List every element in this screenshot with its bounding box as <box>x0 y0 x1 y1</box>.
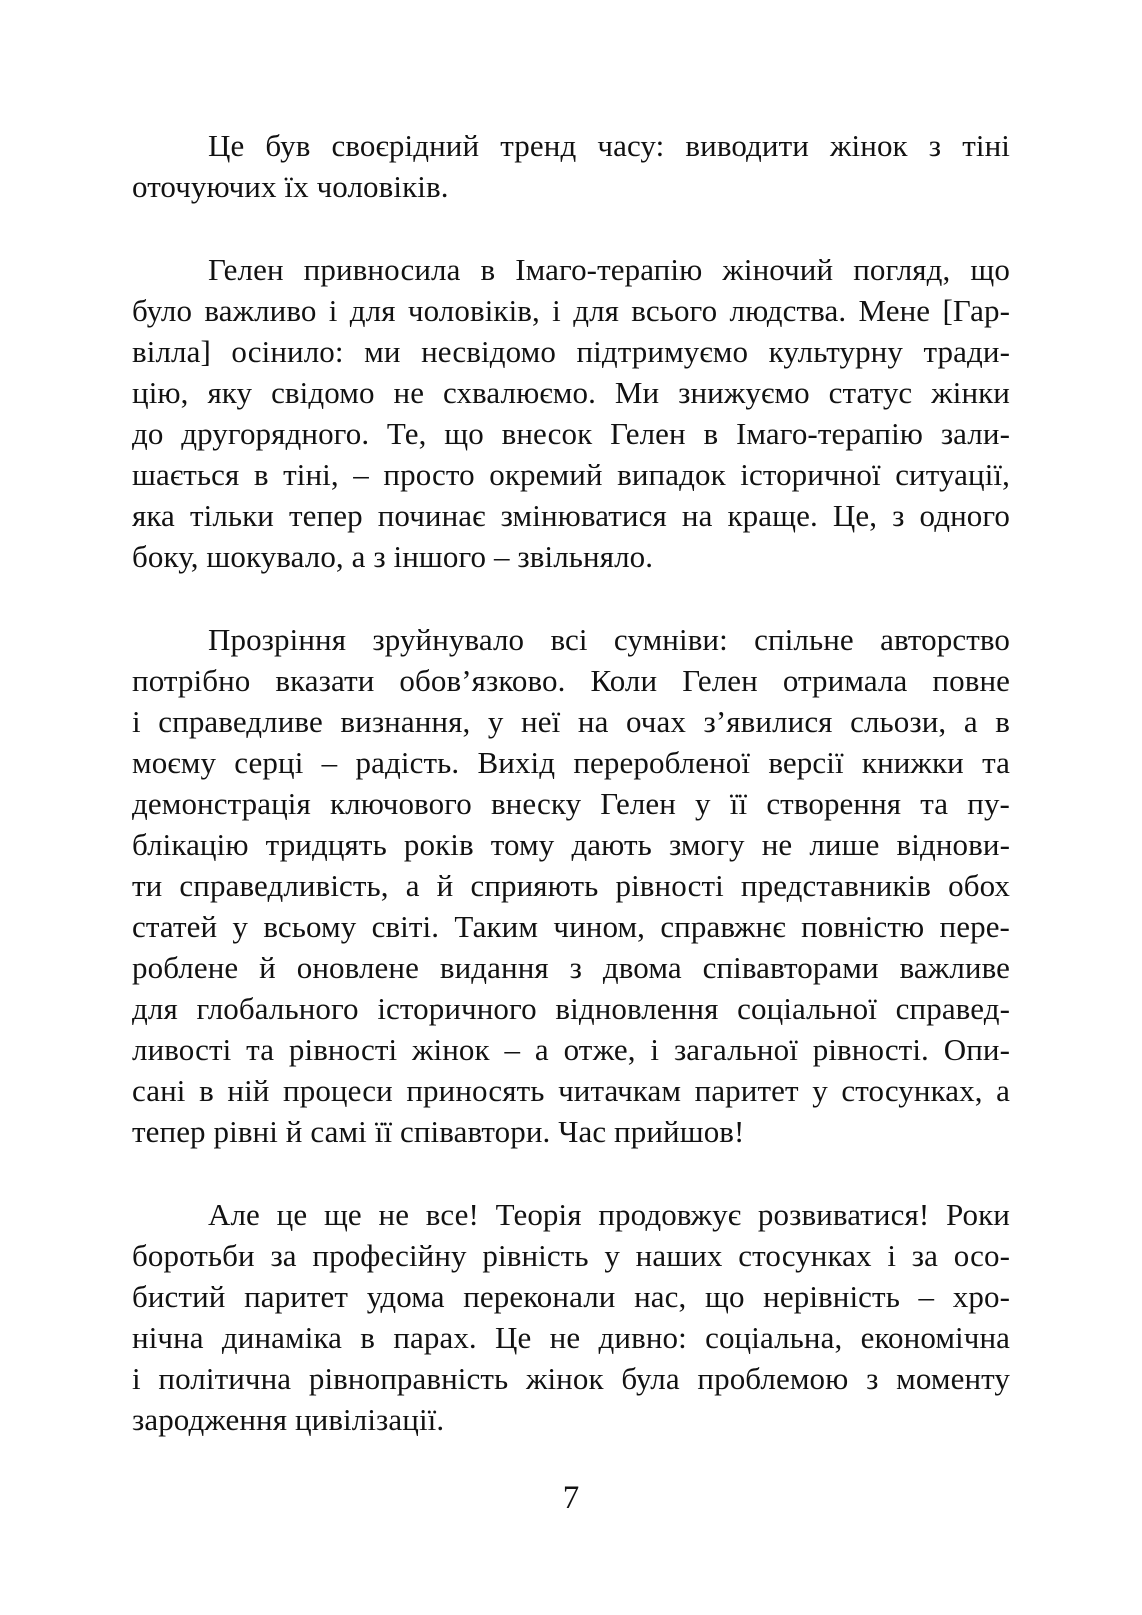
text-line: статей у всьому світі. Таким чином, справжнє повністю пере- <box>132 909 1010 944</box>
text-line: до другорядного. Те, що внесок Гелен в Імаго-терапію зали- <box>132 416 1010 451</box>
text-line: і справедливе визнання, у неї на очах з’явилися сльози, а в <box>132 704 1010 739</box>
paragraph <box>132 1194 1010 1440</box>
text-line: роблене й оновлене видання з двома співавторами важливе <box>132 950 1010 985</box>
text-line: цію, яку свідомо не схвалюємо. Ми знижуємо статус жінки <box>132 375 1010 410</box>
text-line: ливості та рівності жінок – а отже, і загальної рівності. Опи- <box>132 1032 1010 1067</box>
text-line: демонстрація ключового внеску Гелен у її створення та пу- <box>132 786 1010 821</box>
text-line: яка тільки тепер починає змінюватися на краще. Це, з одного <box>132 498 1010 533</box>
text-line: Прозріння зруйнувало всі сумніви: спільне авторство <box>208 622 1010 657</box>
paragraph <box>132 249 1010 577</box>
text-line: було важливо і для чоловіків, і для всього людства. Мене [Гар- <box>132 293 1010 328</box>
text-line: сані в ній процеси приносять читачкам паритет у стосунках, а <box>132 1073 1010 1108</box>
text-line: для глобального історичного відновлення соціальної справед- <box>132 991 1010 1026</box>
text-line: тепер рівні й самі її співавтори. Час прийшов! <box>132 1114 745 1149</box>
page-number: 7 <box>562 1480 580 1516</box>
paragraph <box>132 619 1010 1152</box>
text-line: Це був своєрідний тренд часу: виводити жінок з тіні <box>208 128 1010 163</box>
text-line: моєму серці – радість. Вихід переробленої версії книжки та <box>132 745 1010 780</box>
text-line: зародження цивілізації. <box>132 1402 445 1437</box>
text-line: Але це ще не все! Теорія продовжує розвиватися! Роки <box>208 1197 1010 1232</box>
text-line: шається в тіні, – просто окремий випадок історичної ситуації, <box>132 457 1010 492</box>
text-block <box>132 125 1010 1440</box>
text-line: блікацію тридцять років тому дають змогу не лише віднови- <box>132 827 1010 862</box>
text-line: ти справедливість, а й сприяють рівності представників обох <box>132 868 1010 903</box>
text-line: нічна динаміка в парах. Це не дивно: соціальна, економічна <box>132 1320 1010 1355</box>
text-line: боку, шокувало, а з іншого – звільняло. <box>132 539 654 574</box>
text-line: бистий паритет удома переконали нас, що нерівність – хро- <box>132 1279 1010 1314</box>
paragraph <box>132 125 1010 207</box>
text-line: боротьби за професійну рівність у наших стосунках і за осо- <box>132 1238 1010 1273</box>
text-line: потрібно вказати обов’язково. Коли Гелен отримала повне <box>132 663 1010 698</box>
text-line: і політична рівноправність жінок була проблемою з моменту <box>132 1361 1010 1396</box>
text-line: Гелен привносила в Імаго-терапію жіночий погляд, що <box>208 252 1010 287</box>
text-line: оточуючих їх чоловіків. <box>132 169 449 204</box>
text-line: вілла] осінило: ми несвідомо підтримуємо культурну тради- <box>132 334 1010 369</box>
